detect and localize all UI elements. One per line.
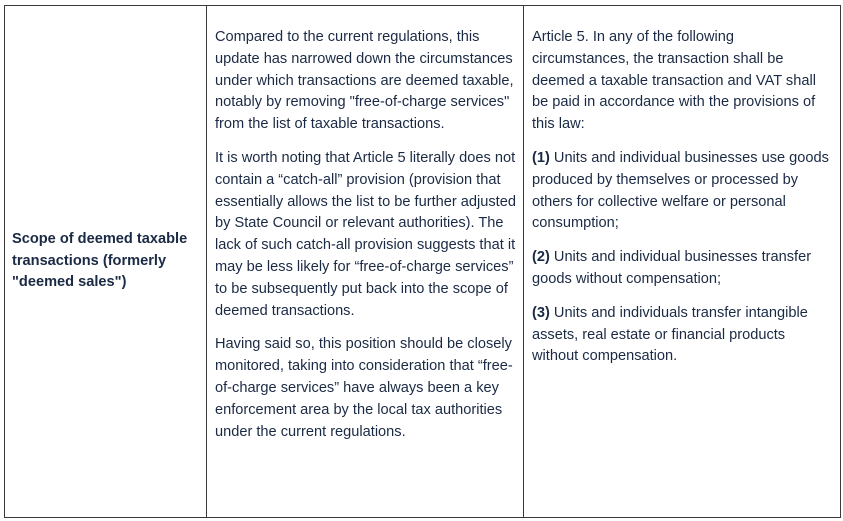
law-text-cell [524,6,841,518]
row-label-cell [5,6,207,518]
law-item-text: Units and individual businesses transfer goods without compensation; [532,249,812,287]
law-item-text: Units and individual businesses use goods produced by themselves or processed by others for collective welfare or personal consumption; [532,149,829,232]
law-item-text: Units and individuals transfer intangible assets, real estate or financial products without compensation. [532,304,808,365]
law-item [524,148,840,235]
comparison-table [4,5,841,518]
analysis-paragraph: It is worth noting that Article 5 literally does not contain a “catch-all” provision (provision that essentially allows the list to be further adjusted by State Council or relevant authorities). The lack of such catch-all provision suggests that it may be less likely for “free-of-charge services” to be subsequently put back into the scope of deemed transactions. [215,149,516,319]
law-item [524,303,840,368]
table-row [5,6,841,518]
law-intro: Article 5. In any of the following circumstances, the transaction shall be deemed a taxable transaction and VAT shall be paid in accordance with the provisions of this law: [532,29,816,133]
analysis-paragraph: Compared to the current regulations, this update has narrowed down the circumstances under which transactions are deemed taxable, notably by removing "free-of-charge services" from the list of taxable transactions. [215,29,514,133]
law-item-number: (1) [532,149,550,166]
row-label: Scope of deemed taxable transactions (formerly "deemed sales") [12,231,188,291]
analysis-paragraph: Having said so, this position should be closely monitored, taking into consideration that “free-of-charge services” have always been a key enforcement area by the local tax authorities under the current regulations. [215,336,513,440]
analysis-cell [207,6,524,518]
law-item-number: (3) [532,304,550,321]
law-item-number: (2) [532,249,550,266]
law-item [524,247,840,291]
